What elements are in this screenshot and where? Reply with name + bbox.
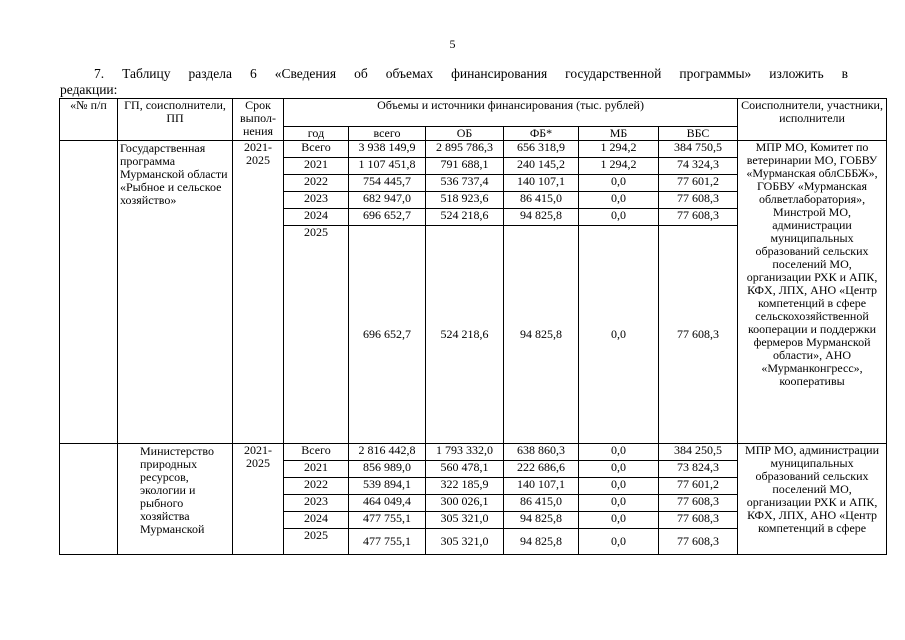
mb-cell: 0,0 xyxy=(579,209,659,226)
ob-cell: 300 026,1 xyxy=(426,495,504,512)
mb-cell: 0,0 xyxy=(579,529,659,555)
fb-cell: 86 415,0 xyxy=(504,192,579,209)
year-cell: 2022 xyxy=(284,478,349,495)
coexecutors: МПР МО, администрации муниципальных образований сельских поселений МО, организации РХК и АПК, КФХ, ЛПХ, АНО «Центр компетенций в сфере xyxy=(738,444,887,555)
fb-cell: 94 825,8 xyxy=(504,529,579,555)
intro-line-1: 7. Таблицу раздела 6 «Сведения об объемах финансирования государственной программы» изложить в xyxy=(94,66,848,81)
year-cell: 2021 xyxy=(284,461,349,478)
fb-cell: 86 415,0 xyxy=(504,495,579,512)
vbs-cell: 77 608,3 xyxy=(659,512,738,529)
ob-cell: 305 321,0 xyxy=(426,512,504,529)
ob-cell: 536 737,4 xyxy=(426,175,504,192)
program-term: 2021-2025 xyxy=(233,444,284,555)
header-ob: ОБ xyxy=(426,127,504,141)
ob-cell: 524 218,6 xyxy=(426,226,504,444)
total-cell: 1 107 451,8 xyxy=(349,158,426,175)
header-year: год xyxy=(284,127,349,141)
header-row-1 xyxy=(60,99,887,127)
fb-cell: 140 107,1 xyxy=(504,478,579,495)
total-cell: 477 755,1 xyxy=(349,512,426,529)
header-num: «№ п/п xyxy=(60,99,118,141)
fb-cell: 94 825,8 xyxy=(504,512,579,529)
total-cell: 539 894,1 xyxy=(349,478,426,495)
total-cell: 696 652,7 xyxy=(349,226,426,444)
fb-cell: 140 107,1 xyxy=(504,175,579,192)
fb-cell: 94 825,8 xyxy=(504,209,579,226)
year-cell: 2022 xyxy=(284,175,349,192)
header-gp: ГП, соисполнители, ПП xyxy=(118,99,233,141)
ob-cell: 305 321,0 xyxy=(426,529,504,555)
ob-cell: 2 895 786,3 xyxy=(426,141,504,158)
year-cell: 2025 xyxy=(284,529,349,555)
page-number: 5 xyxy=(449,37,456,51)
vbs-cell: 77 608,3 xyxy=(659,192,738,209)
ob-cell: 1 793 332,0 xyxy=(426,444,504,461)
year-cell: 2023 xyxy=(284,192,349,209)
row-number-cell xyxy=(60,141,118,444)
header-vbs: ВБС xyxy=(659,127,738,141)
mb-cell: 0,0 xyxy=(579,512,659,529)
fb-cell: 222 686,6 xyxy=(504,461,579,478)
total-cell: 477 755,1 xyxy=(349,529,426,555)
table-row xyxy=(60,141,887,158)
fb-cell: 656 318,9 xyxy=(504,141,579,158)
header-term: Срок выпол-нения xyxy=(233,99,284,141)
ob-cell: 524 218,6 xyxy=(426,209,504,226)
vbs-cell: 384 750,5 xyxy=(659,141,738,158)
coexecutors: МПР МО, Комитет по ветеринарии МО, ГОБВУ «Мурманская облСББЖ», ГОБВУ «Мурманская облветлаборатория», Минстрой МО, администрации муниципальных образований сельских поселений МО, организации РХК и АПК, КФХ, ЛПХ, АНО «Центр компетенций в сфере сельскохозяйственной кооперации и поддержки фермеров Мурманской области», АНО «Мурманконгресс», кооперативы xyxy=(738,141,887,444)
header-mb: МБ xyxy=(579,127,659,141)
vbs-cell: 77 601,2 xyxy=(659,478,738,495)
vbs-cell: 384 250,5 xyxy=(659,444,738,461)
intro-paragraph xyxy=(60,66,848,98)
header-volumes: Объемы и источники финансирования (тыс. рублей) xyxy=(284,99,738,127)
mb-cell: 0,0 xyxy=(579,478,659,495)
total-cell: 696 652,7 xyxy=(349,209,426,226)
year-cell: 2021 xyxy=(284,158,349,175)
ob-cell: 791 688,1 xyxy=(426,158,504,175)
intro-line-2: редакции: xyxy=(60,82,118,97)
mb-cell: 0,0 xyxy=(579,461,659,478)
header-fb: ФБ* xyxy=(504,127,579,141)
ob-cell: 518 923,6 xyxy=(426,192,504,209)
vbs-cell: 77 608,3 xyxy=(659,226,738,444)
mb-cell: 0,0 xyxy=(579,444,659,461)
program-name: Государственная программа Мурманской области «Рыбное и сельское хозяйство» xyxy=(118,141,233,444)
table-row xyxy=(60,444,887,461)
vbs-cell: 74 324,3 xyxy=(659,158,738,175)
total-cell: 3 938 149,9 xyxy=(349,141,426,158)
ob-cell: 560 478,1 xyxy=(426,461,504,478)
total-cell: 856 989,0 xyxy=(349,461,426,478)
header-total: всего xyxy=(349,127,426,141)
ob-cell: 322 185,9 xyxy=(426,478,504,495)
year-cell: 2024 xyxy=(284,512,349,529)
vbs-cell: 77 608,3 xyxy=(659,529,738,555)
year-cell: Всего xyxy=(284,444,349,461)
mb-cell: 1 294,2 xyxy=(579,158,659,175)
mb-cell: 0,0 xyxy=(579,226,659,444)
total-cell: 2 816 442,8 xyxy=(349,444,426,461)
total-cell: 464 049,4 xyxy=(349,495,426,512)
vbs-cell: 73 824,3 xyxy=(659,461,738,478)
program-name: Министерство природных ресурсов, экологии и рыбного хозяйства Мурманской xyxy=(118,444,233,555)
year-cell: Всего xyxy=(284,141,349,158)
mb-cell: 0,0 xyxy=(579,192,659,209)
vbs-cell: 77 608,3 xyxy=(659,495,738,512)
mb-cell: 0,0 xyxy=(579,495,659,512)
year-cell: 2025 xyxy=(284,226,349,444)
year-cell: 2024 xyxy=(284,209,349,226)
year-cell: 2023 xyxy=(284,495,349,512)
vbs-cell: 77 608,3 xyxy=(659,209,738,226)
fb-cell: 94 825,8 xyxy=(504,226,579,444)
mb-cell: 1 294,2 xyxy=(579,141,659,158)
vbs-cell: 77 601,2 xyxy=(659,175,738,192)
fb-cell: 638 860,3 xyxy=(504,444,579,461)
header-coexec: Соисполнители, участники, исполнители xyxy=(738,99,887,141)
mb-cell: 0,0 xyxy=(579,175,659,192)
program-term: 2021-2025 xyxy=(233,141,284,444)
total-cell: 754 445,7 xyxy=(349,175,426,192)
fb-cell: 240 145,2 xyxy=(504,158,579,175)
total-cell: 682 947,0 xyxy=(349,192,426,209)
financing-table xyxy=(59,98,887,555)
row-number-cell xyxy=(60,444,118,555)
